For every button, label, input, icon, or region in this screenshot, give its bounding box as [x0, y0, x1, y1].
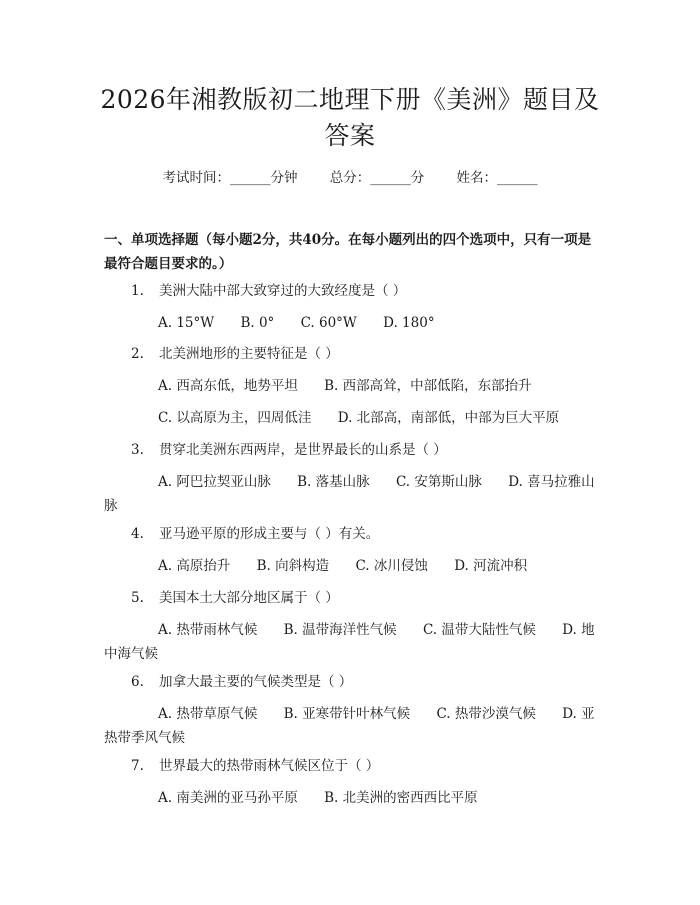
option-a: A. 高原抬升 [158, 558, 231, 574]
option-a: A. 热带草原气候 [158, 706, 258, 722]
option-d: D. 亚热带季风气候 [104, 706, 595, 746]
option-a: A. 南美洲的亚马孙平原 [158, 790, 298, 806]
option-c: C. 冰川侵蚀 [355, 558, 428, 574]
total-score-field: 总分：______分 [329, 170, 425, 186]
option-a: A. 热带雨林气候 [158, 622, 258, 638]
option-d: D. 北部高，南部低，中部为巨大平原 [337, 410, 560, 426]
option-c: C. 热带沙漠气候 [436, 706, 536, 722]
question-number: 7. [131, 758, 144, 774]
question-stem: 加拿大最主要的气候类型是（ ） [159, 674, 353, 690]
section-heading: 一、单项选择题（每小题2分，共40分。在每小题列出的四个选项中，只有一项是最符合题目要求的。） [104, 232, 592, 272]
option-d: D. 地中海气候 [104, 622, 595, 662]
question-3-options [104, 470, 604, 518]
exam-info-line [0, 168, 700, 188]
question-stem: 北美洲地形的主要特征是（ ） [159, 346, 339, 362]
option-b: B. 落基山脉 [297, 474, 370, 490]
question-2 [131, 344, 611, 364]
question-number: 4. [131, 526, 144, 542]
question-4 [131, 524, 611, 544]
option-a: A. 15°W [158, 315, 215, 331]
option-c: C. 安第斯山脉 [395, 474, 482, 490]
option-b: B. 亚寒带针叶林气候 [283, 706, 411, 722]
question-6 [131, 672, 611, 692]
question-number: 1. [131, 283, 144, 299]
option-d: D. 180° [383, 315, 435, 331]
student-name-field: 姓名：______ [456, 170, 538, 186]
question-number: 3. [131, 442, 144, 458]
question-stem: 美洲大陆中部大致穿过的大致经度是（ ） [159, 283, 407, 299]
option-d: D. 河流冲积 [454, 558, 528, 574]
page-title: 2026年湘教版初二地理下册《美洲》题目及答案 [100, 85, 600, 150]
question-stem: 美国本土大部分地区属于（ ） [159, 590, 339, 606]
question-1 [131, 281, 611, 301]
option-d: D. 喜马拉雅山脉 [104, 474, 595, 514]
question-1-options [104, 311, 604, 335]
option-c: C. 60°W [300, 315, 357, 331]
option-b: B. 0° [240, 315, 275, 331]
question-stem: 贯穿北美洲东西两岸，是世界最长的山系是（ ） [159, 442, 447, 458]
question-2-options-row1 [104, 374, 604, 398]
question-6-options [104, 702, 604, 750]
option-b: B. 温带海洋性气候 [283, 622, 397, 638]
question-5-options [104, 618, 604, 666]
question-4-options [104, 554, 604, 578]
question-stem: 亚马逊平原的形成主要与（ ）有关。 [159, 526, 380, 542]
option-b: B. 北美洲的密西西比平原 [324, 790, 478, 806]
option-c: C. 温带大陆性气候 [422, 622, 536, 638]
option-b: B. 向斜构造 [256, 558, 330, 574]
option-a: A. 阿巴拉契亚山脉 [158, 474, 271, 490]
option-b: B. 西部高耸，中部低陷，东部抬升 [324, 378, 532, 394]
question-number: 6. [131, 674, 144, 690]
exam-time-field: 考试时间：______分钟 [162, 170, 298, 186]
option-c: C. 以高原为主，四周低洼 [158, 410, 312, 426]
option-a: A. 西高东低，地势平坦 [158, 378, 298, 394]
question-2-options-row2 [104, 406, 604, 430]
question-7 [131, 756, 611, 776]
question-number: 2. [131, 346, 144, 362]
question-3 [131, 440, 611, 460]
question-5 [131, 588, 611, 608]
question-stem: 世界最大的热带雨林气候区位于（ ） [159, 758, 380, 774]
question-number: 5. [131, 590, 144, 606]
question-7-options [104, 786, 604, 810]
